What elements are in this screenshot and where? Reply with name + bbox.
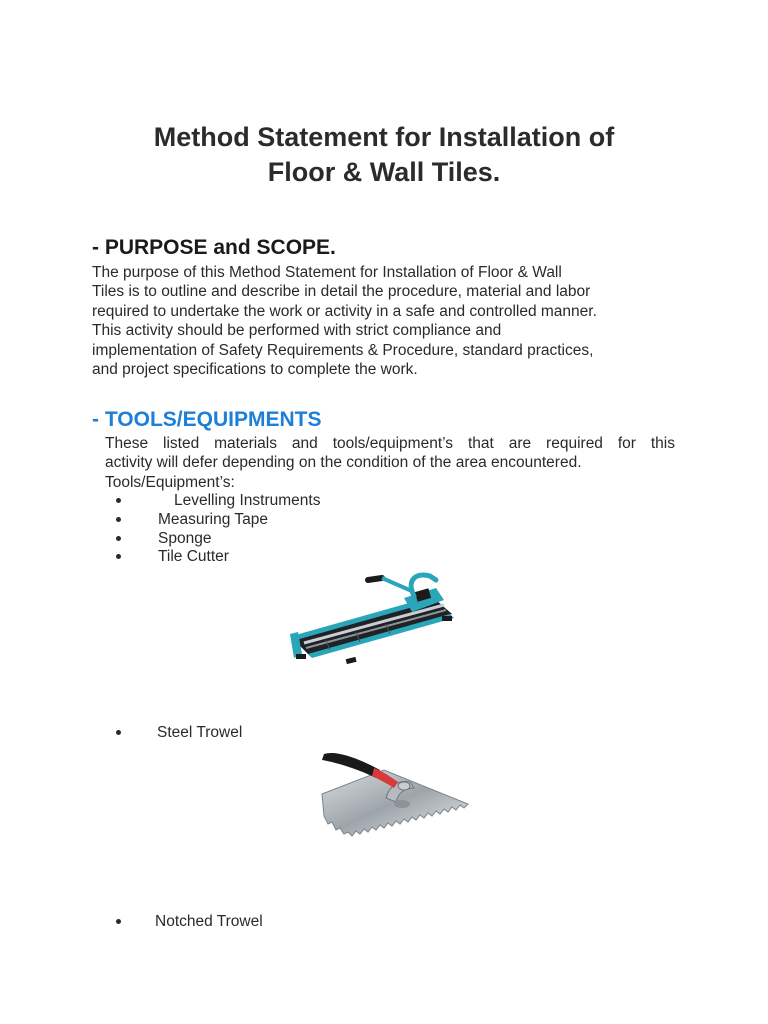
purpose-line: This activity should be performed with strict compliance and: [92, 322, 502, 340]
title-line-2: Floor & Wall Tiles.: [267, 157, 501, 187]
list-item-label: Measuring Tape: [158, 511, 269, 528]
bullet-icon: [116, 498, 121, 503]
list-item-label: Tile Cutter: [158, 548, 229, 565]
tools-intro-line: These listed materials and tools/equipment’s that are required for this: [105, 435, 675, 452]
tile-cutter-image: [286, 570, 466, 682]
bullet-icon: [116, 554, 121, 559]
purpose-line: required to undertake the work or activity in a safe and controlled manner.: [92, 302, 597, 320]
tools-intro-paragraph: [105, 434, 675, 492]
trowel-handle: [322, 753, 380, 778]
purpose-line: implementation of Safety Requirements & Procedure, standard practices,: [92, 341, 594, 359]
steel-trowel-image: [318, 748, 478, 840]
bullet-icon: [116, 730, 121, 735]
list-item-label: Levelling Instruments: [174, 492, 321, 509]
list-item-label: Steel Trowel: [157, 724, 243, 741]
bullet-icon: [116, 517, 121, 522]
purpose-line: Tiles is to outline and describe in detail the procedure, material and labor: [92, 283, 591, 301]
document-title: [0, 120, 768, 190]
purpose-heading: - PURPOSE and SCOPE.: [92, 236, 336, 259]
purpose-line: The purpose of this Method Statement for Installation of Floor & Wall: [92, 264, 562, 281]
list-item-label: Sponge: [158, 530, 212, 547]
tools-heading: - TOOLS/EQUIPMENTS: [92, 408, 322, 431]
purpose-paragraph: [92, 263, 672, 379]
tools-intro-line: Tools/Equipment’s:: [105, 473, 235, 491]
title-line-1: Method Statement for Installation of: [153, 122, 615, 152]
bullet-icon: [116, 536, 121, 541]
list-item-label: Notched Trowel: [155, 913, 263, 930]
tools-intro-line: activity will defer depending on the condition of the area encountered.: [105, 454, 582, 472]
purpose-line: and project specifications to complete the work.: [92, 361, 418, 379]
bullet-icon: [116, 919, 121, 924]
